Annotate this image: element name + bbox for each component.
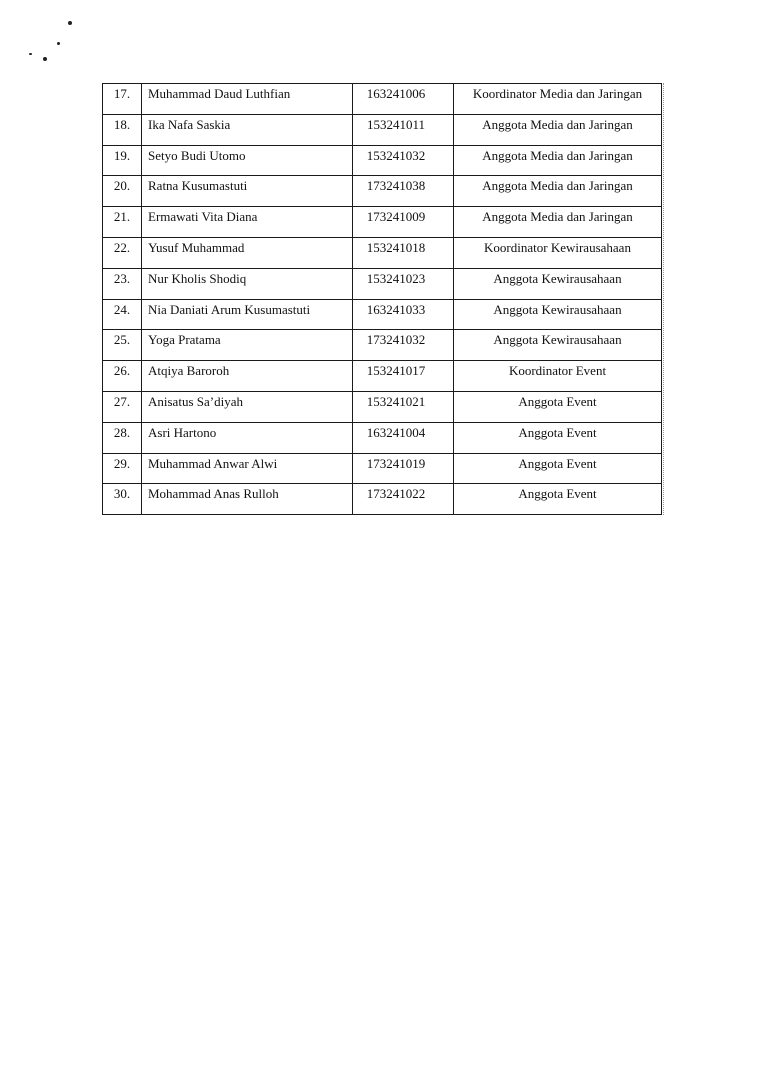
member-role: Anggota Media dan Jaringan <box>454 145 662 176</box>
row-number: 20. <box>103 176 142 207</box>
member-name: Ratna Kusumastuti <box>142 176 353 207</box>
member-id: 153241023 <box>353 268 454 299</box>
member-id: 153241018 <box>353 237 454 268</box>
member-id: 173241022 <box>353 484 454 515</box>
table-row <box>103 361 662 392</box>
table-row <box>103 484 662 515</box>
member-name: Mohammad Anas Rulloh <box>142 484 353 515</box>
member-role: Anggota Kewirausahaan <box>454 299 662 330</box>
row-number: 27. <box>103 391 142 422</box>
member-id: 163241033 <box>353 299 454 330</box>
member-role: Anggota Media dan Jaringan <box>454 176 662 207</box>
member-role: Anggota Media dan Jaringan <box>454 114 662 145</box>
scan-speck <box>43 57 47 61</box>
member-role: Anggota Kewirausahaan <box>454 330 662 361</box>
table-row <box>103 84 662 115</box>
member-name: Nia Daniati Arum Kusumastuti <box>142 299 353 330</box>
table-row <box>103 114 662 145</box>
table-row <box>103 422 662 453</box>
member-name: Nur Kholis Shodiq <box>142 268 353 299</box>
scan-speck <box>57 42 60 45</box>
table-row <box>103 145 662 176</box>
member-name: Atqiya Baroroh <box>142 361 353 392</box>
member-role: Anggota Event <box>454 453 662 484</box>
member-name: Ermawati Vita Diana <box>142 207 353 238</box>
row-number: 30. <box>103 484 142 515</box>
scan-edge-artifact <box>661 83 664 515</box>
row-number: 19. <box>103 145 142 176</box>
table-row <box>103 330 662 361</box>
row-number: 28. <box>103 422 142 453</box>
row-number: 22. <box>103 237 142 268</box>
member-id: 153241011 <box>353 114 454 145</box>
row-number: 18. <box>103 114 142 145</box>
member-id: 153241017 <box>353 361 454 392</box>
member-role: Anggota Event <box>454 422 662 453</box>
member-table <box>102 83 662 515</box>
member-id: 173241032 <box>353 330 454 361</box>
row-number: 21. <box>103 207 142 238</box>
member-name: Setyo Budi Utomo <box>142 145 353 176</box>
row-number: 23. <box>103 268 142 299</box>
member-role: Koordinator Event <box>454 361 662 392</box>
member-id: 163241006 <box>353 84 454 115</box>
table-row <box>103 207 662 238</box>
table-row <box>103 268 662 299</box>
member-name: Yusuf Muhammad <box>142 237 353 268</box>
member-id: 173241038 <box>353 176 454 207</box>
member-role: Anggota Media dan Jaringan <box>454 207 662 238</box>
scan-speck <box>29 53 32 55</box>
row-number: 17. <box>103 84 142 115</box>
member-role: Koordinator Kewirausahaan <box>454 237 662 268</box>
row-number: 25. <box>103 330 142 361</box>
member-id: 173241019 <box>353 453 454 484</box>
member-id: 163241004 <box>353 422 454 453</box>
member-name: Muhammad Daud Luthfian <box>142 84 353 115</box>
member-id: 173241009 <box>353 207 454 238</box>
member-role: Anggota Event <box>454 391 662 422</box>
member-name: Ika Nafa Saskia <box>142 114 353 145</box>
member-name: Muhammad Anwar Alwi <box>142 453 353 484</box>
member-role: Anggota Event <box>454 484 662 515</box>
member-id: 153241032 <box>353 145 454 176</box>
row-number: 24. <box>103 299 142 330</box>
table-row <box>103 299 662 330</box>
scan-speck <box>68 21 72 25</box>
member-name: Anisatus Sa’diyah <box>142 391 353 422</box>
member-role: Anggota Kewirausahaan <box>454 268 662 299</box>
member-name: Asri Hartono <box>142 422 353 453</box>
table-row <box>103 176 662 207</box>
member-role: Koordinator Media dan Jaringan <box>454 84 662 115</box>
row-number: 29. <box>103 453 142 484</box>
member-name: Yoga Pratama <box>142 330 353 361</box>
table-row <box>103 391 662 422</box>
table-row <box>103 453 662 484</box>
member-id: 153241021 <box>353 391 454 422</box>
row-number: 26. <box>103 361 142 392</box>
table-row <box>103 237 662 268</box>
